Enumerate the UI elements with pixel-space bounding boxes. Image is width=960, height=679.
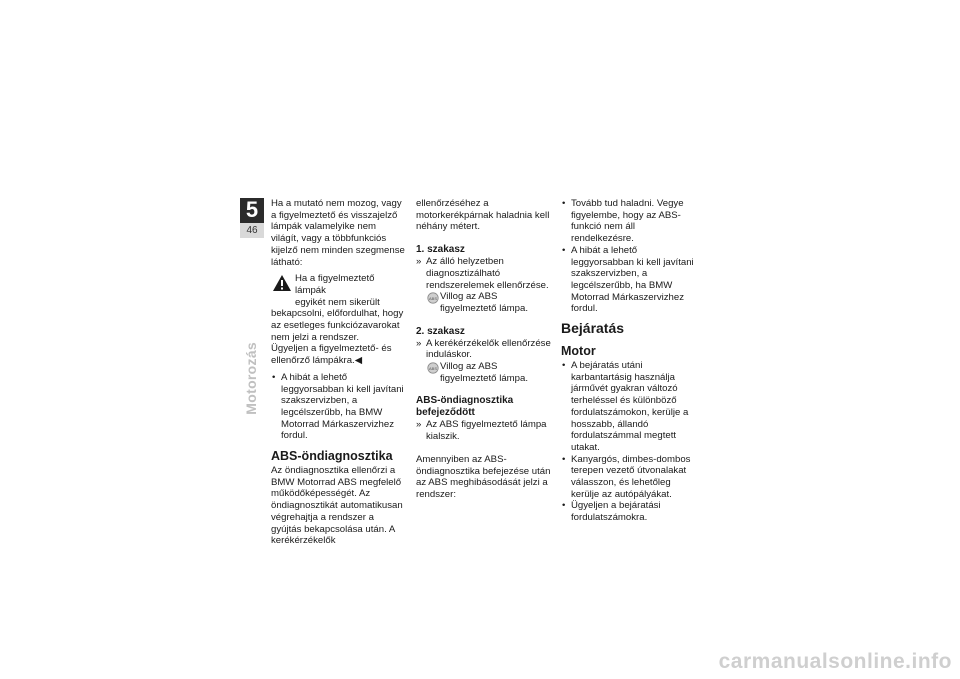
warning-text: egyikét nem sikerült bekapcsolni, előfordulhat, hogy az esetleges funkciózavarokat nem jelzi a rendszer.: [271, 296, 404, 343]
svg-text:ABS: ABS: [428, 365, 438, 371]
done-step: [416, 419, 551, 442]
warning-triangle-icon: [272, 274, 292, 296]
continuation-text: ellenőrzéséhez a motorkerékpárnak haladnia kell néhány métert.: [416, 198, 550, 233]
column-3: [561, 198, 696, 524]
watermark: carmanualsonline.info: [718, 650, 952, 673]
phase1-light-text: Villog az ABS figyelmeztető lámpa.: [440, 291, 528, 314]
bullet-item: • Ügyeljen a bejáratási fordulatszámokra.: [561, 500, 696, 523]
phase1-heading: 1. szakasz: [416, 244, 465, 256]
done-heading: ABS-öndiagnosztika befejeződött: [416, 395, 514, 419]
phase1-step: [416, 256, 551, 291]
intro-text: Ha a mutató nem mozog, vagy a figyelmeztető és visszajelző lámpák valamelyike nem világít, vagy a többfunkciós kijelző nem minden szegmense látható:: [271, 198, 405, 268]
final-text: Amennyiben az ABS-öndiagnosztika befejezése után az ABS meghibásodását jelzi a rendszer:: [416, 453, 551, 500]
column-1: [271, 198, 406, 547]
bullet-item: • Kanyargós, dimbes-dombos terepen vezető útvonalakat válasszon, és lehetőleg kerülje az autópályákat.: [561, 454, 696, 501]
column-2: [416, 198, 551, 501]
phase2-light-text: Villog az ABS figyelmeztető lámpa.: [440, 361, 528, 384]
svg-text:ABS: ABS: [428, 296, 438, 302]
step-marker: »: [416, 419, 422, 431]
subsection-heading: Motor: [561, 344, 596, 359]
chapter-number: 5: [245, 197, 259, 222]
abs-heading: ABS-öndiagnosztika: [271, 449, 393, 464]
phase1-light-row: [426, 291, 551, 314]
phase2-step: [416, 338, 551, 361]
done-step-text: Az ABS figyelmeztető lámpa kialszik.: [426, 419, 547, 443]
section-side-label: Motorozás: [243, 342, 259, 415]
abs-text: Az öndiagnosztika ellenőrzi a BMW Motorrad ABS megfelelő működőképességét. Az öndiagnosztikát automatikusan végrehajtja a rendszer a gyújtás bekapcsolása után. A kerékérzékelők: [271, 465, 403, 547]
abs-warning-lamp-icon: [427, 362, 439, 378]
bullet-item: • A hibát a lehető leggyorsabban ki kell javítani szakszervizben, a legcélszerűbb, ha BMW Motorrad Márkaszervizhez fordul.: [271, 372, 406, 442]
phase2-light-row: [426, 361, 551, 384]
bullet-item: • Tovább tud haladni. Vegye figyelembe, hogy az ABS-funkció nem áll rendelkezésre.: [561, 198, 696, 245]
abs-warning-lamp-icon: [427, 292, 439, 308]
bullet-item: • A hibát a lehető leggyorsabban ki kell javítani szakszervizben, a legcélszerűbb, ha BMW Motorrad Márkaszervizhez fordul.: [561, 245, 696, 315]
section-heading: Bejáratás: [561, 320, 625, 337]
phase2-step-text: A kerékérzékelők ellenőrzése induláskor.: [426, 337, 551, 361]
phase2-heading: 2. szakasz: [416, 325, 465, 337]
warning-first-line: Ha a figyelmeztető lámpák: [295, 273, 375, 296]
step-marker: »: [416, 256, 422, 268]
bullet-item: • A bejáratás utáni karbantartásig használja járművét gyakran változó terheléssel és különböző fordulatszámokon, kerülje a hosszabb, állandó fordulatszámmal megtett utakat.: [561, 360, 696, 454]
note-text: Ügyeljen a figyelmeztető- és ellenőrző lámpákra.◀: [271, 343, 392, 367]
warning-block: [271, 273, 406, 296]
chapter-tab: [240, 198, 264, 238]
phase1-step-text: Az álló helyzetben diagnosztizálható rendszerelemek ellenőrzése.: [426, 256, 549, 291]
page-number: 46: [240, 223, 264, 238]
step-marker: »: [416, 337, 422, 349]
